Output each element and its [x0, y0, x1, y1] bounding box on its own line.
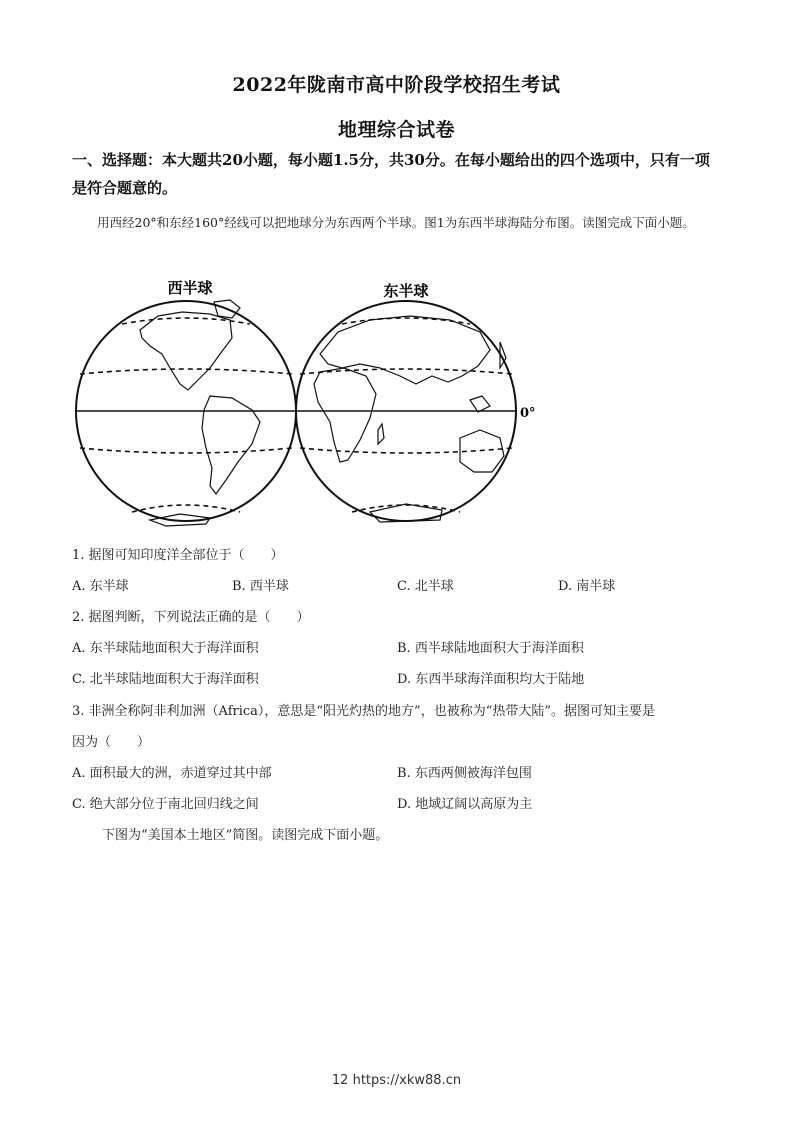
question-3-stem-line2: 因为（ ）: [72, 735, 151, 750]
q3-option-c[interactable]: C. 绝大部分位于南北回归线之间: [72, 797, 259, 812]
q3-option-b[interactable]: B. 东西两侧被海洋包围: [397, 766, 532, 781]
question-2-stem: 2. 据图判断，下列说法正确的是（ ）: [72, 610, 310, 625]
q3-option-d[interactable]: D. 地域辽阔以高原为主: [397, 797, 533, 812]
q1-option-d[interactable]: D. 南半球: [558, 579, 616, 594]
q1-option-c[interactable]: C. 北半球: [397, 579, 454, 594]
question-3-stem-line1: 3. 非洲全称阿非利加洲（Africa），意思是“阳光灼热的地方”，也被称为“热带大陆”。据图可知主要是: [72, 704, 655, 719]
q2-option-c[interactable]: C. 北半球陆地面积大于海洋面积: [72, 672, 259, 687]
q3-option-a[interactable]: A. 面积最大的洲，赤道穿过其中部: [72, 766, 272, 781]
east-hemisphere-label: 东半球: [383, 282, 429, 300]
equator-label: 0°: [520, 406, 536, 421]
q1-option-a[interactable]: A. 东半球: [72, 579, 129, 594]
west-hemisphere-label: 西半球: [167, 279, 213, 297]
q1-option-b[interactable]: B. 西半球: [232, 579, 289, 594]
q2-option-b[interactable]: B. 西半球陆地面积大于海洋面积: [397, 641, 584, 656]
question-1-stem: 1. 据图可知印度洋全部位于（ ）: [72, 548, 284, 563]
page-title: 2022年陇南市高中阶段学校招生考试: [232, 74, 561, 96]
page-footer: 12 https://xkw88.cn: [331, 1073, 462, 1088]
west-hemisphere: [76, 300, 296, 526]
section-heading: 一、选择题：本大题共20小题，每小题1.5分，共30分。在每小题给出的四个选项中，只有一项是符合题意的。: [72, 151, 710, 197]
hemisphere-map: [70, 272, 550, 542]
q2-option-d[interactable]: D. 东西半球海洋面积均大于陆地: [397, 672, 585, 687]
q2-option-a[interactable]: A. 东半球陆地面积大于海洋面积: [72, 641, 259, 656]
intro-paragraph-1: 用西经20°和东经160°经线可以把地球分为东西两个半球。图1为东西半球海陆分布图。读图完成下面小题。: [97, 215, 695, 230]
intro-paragraph-2: 下图为“美国本土地区”简图。读图完成下面小题。: [102, 828, 389, 843]
page-subtitle: 地理综合试卷: [337, 119, 455, 141]
